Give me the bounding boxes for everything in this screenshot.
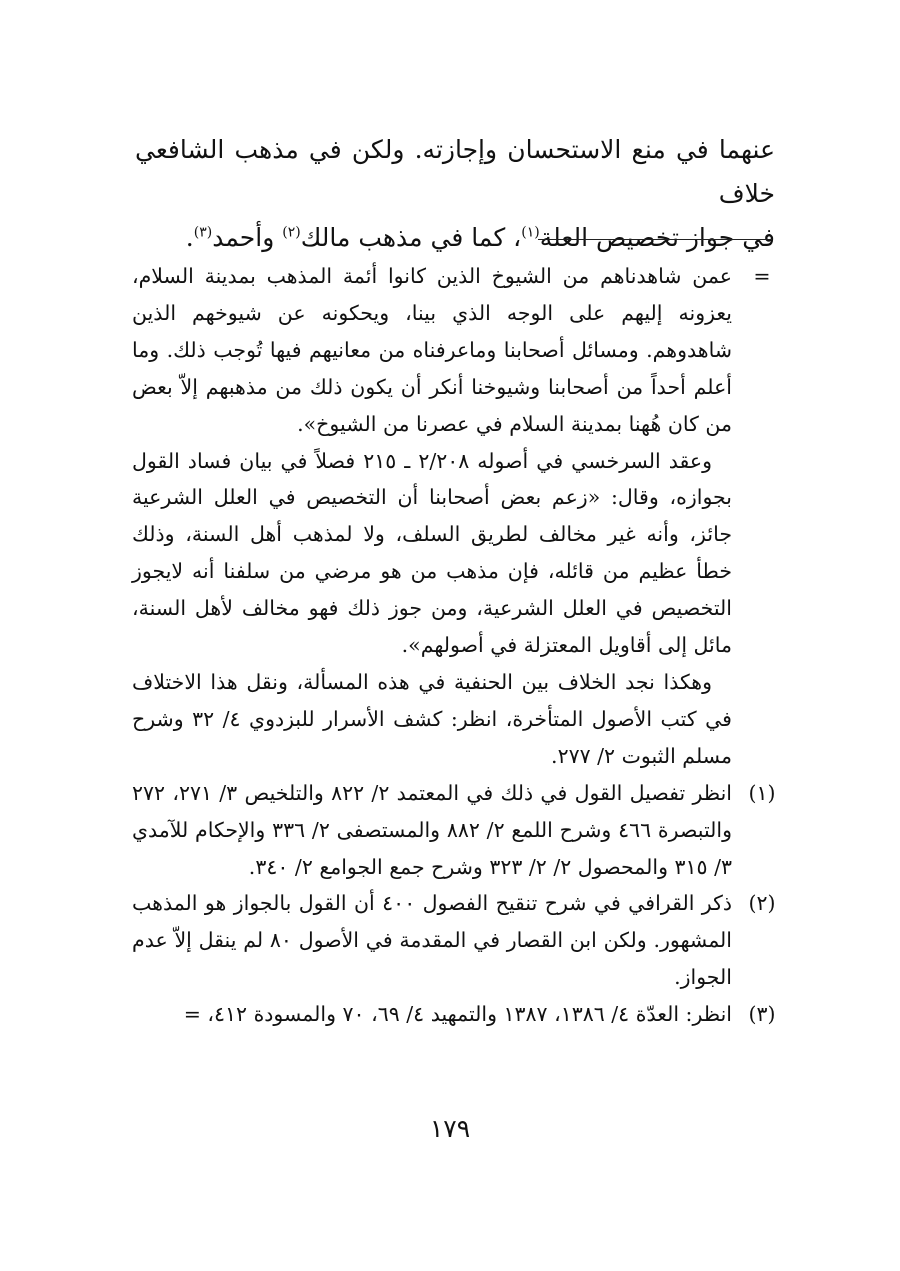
footnote-separator xyxy=(538,239,772,240)
main-text-segment: . xyxy=(185,223,194,252)
footnote-marker: (١) xyxy=(748,780,776,805)
footnote-text: انظر تفصيل القول في ذلك في المعتمد ٢/ ٨٢٢ والتلخيص ٣/ ٢٧١، ٢٧٢ والتبصرة ٤٦٦ وشرح اللمع ٢/ ٨٨٢ والمستصفى ٢/ ٣٣٦ والإحكام للآمدي ٣/ ٣١٥ والمحصول ٢/ ٢/ ٣٢٣ وشرح جمع الجوامع ٢/ ٣٤٠. xyxy=(132,780,732,879)
footnote-text: انظر: العدّة ٤/ ١٣٨٦، ١٣٨٧ والتمهيد ٤/ ٦٩، ٧٠ والمسودة ٤١٢، = xyxy=(183,1002,732,1027)
main-text-line-2 xyxy=(135,216,775,260)
footnote-2 xyxy=(132,885,784,996)
main-text-segment: وأحمد xyxy=(212,223,283,252)
footnote-paragraph: عمن شاهدناهم من الشيوخ الذين كانوا أئمة المذهب بمدينة السلام، يعزونه إليهم على الوجه الذي بينا، ويحكونه عن شيوخهم الذين شاهدوهم. ومسائل أصحابنا وماعرفناه من معانيهم فيها تُوجب ذلك. وما أعلم أحداً من أصحابنا وشيوخنا أنكر أن يكون ذلك من مذهبهم إلاّ بعض من كان هُهنا بمدينة السلام في عصرنا من الشيوخ». xyxy=(132,264,732,436)
main-text xyxy=(135,128,775,260)
footnote-marker: (٢) xyxy=(748,891,776,916)
footnote-paragraph: وعقد السرخسي في أصوله ٢/٢٠٨ ـ ٢١٥ فصلاً في بيان فساد القول بجوازه، وقال: «زعم بعض أصحابنا أن التخصيص في العلل الشرعية جائز، وأنه غير مخالف لطريق السلف، ولا لمذهب أهل السنة، وذلك خطأ عظيم من قائله، فإن مذهب من هو مرضي من سلفنا أنه لايجوز التخصيص في العلل الشرعية، ومن جوز ذلك فهو مخالف لأهل السنة، مائل إلى أقاويل المعتزلة في أصولهم». xyxy=(132,448,732,658)
footnote-3 xyxy=(132,996,784,1033)
footnotes xyxy=(132,258,784,1033)
main-text-line-1: عنهما في منع الاستحسان وإجازته. ولكن في مذهب الشافعي خلاف xyxy=(135,135,775,208)
main-text-segment: في جواز تخصيص العلة xyxy=(539,223,775,252)
continuation-marker: = xyxy=(753,264,771,288)
footnote-marker: (٣) xyxy=(748,1002,776,1027)
footnote-text: ذكر القرافي في شرح تنقيح الفصول ٤٠٠ أن القول بالجواز هو المذهب المشهور. ولكن ابن القصار في المقدمة في الأصول ٨٠ لم ينقل إلاّ عدم الجواز. xyxy=(132,891,733,990)
footnote-continuation xyxy=(132,258,784,775)
main-text-segment: ، كما في مذهب مالك xyxy=(300,223,522,252)
footnote-ref-1[interactable]: (١) xyxy=(521,224,540,241)
footnote-ref-2[interactable]: (٢) xyxy=(282,224,301,241)
footnote-ref-3[interactable]: (٣) xyxy=(193,224,213,241)
footnote-1 xyxy=(132,775,784,886)
footnote-paragraph: وهكذا نجد الخلاف بين الحنفية في هذه المسألة، ونقل هذا الاختلاف في كتب الأصول المتأخرة، انظر: كشف الأسرار للبزدوي ٤/ ٣٢ وشرح مسلم الثبوت ٢/ ٢٧٧. xyxy=(132,669,732,768)
page-number: ١٧٩ xyxy=(429,1114,471,1143)
